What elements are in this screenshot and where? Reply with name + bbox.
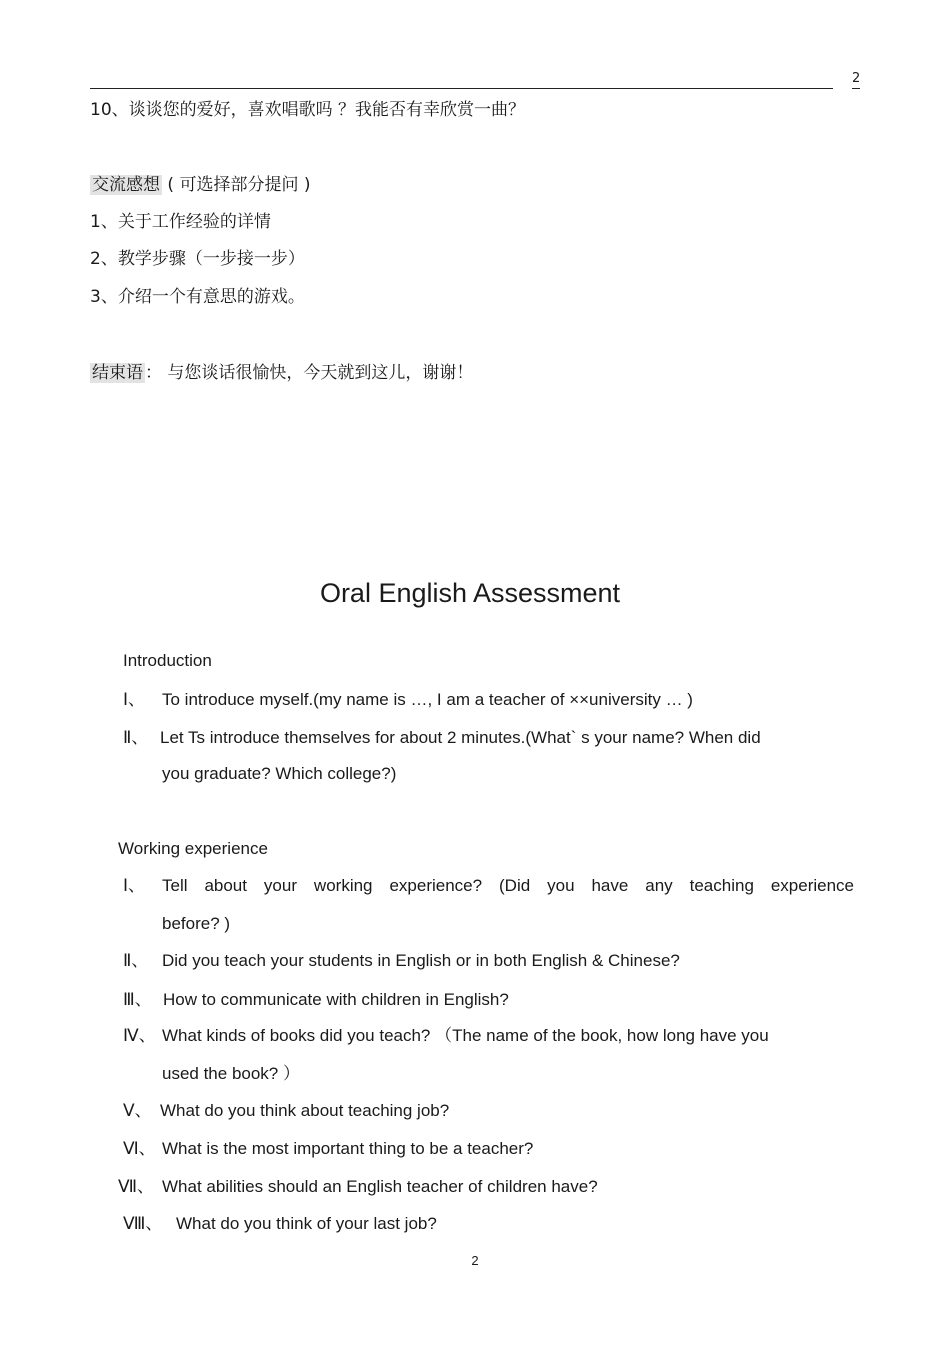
work-item-4-continuation: used the book? ） <box>162 1064 300 1083</box>
intro-item-2-num: Ⅱ、 <box>123 728 149 747</box>
work-item-3-text: How to communicate with children in English? <box>163 990 509 1009</box>
closing-text: ： 与您谈话很愉快，今天就到这儿，谢谢！ <box>145 363 474 383</box>
assessment-title: Oral English Assessment <box>319 578 621 608</box>
work-item-7-text: What abilities should an English teacher of children have? <box>162 1177 598 1196</box>
work-item-8-num: Ⅷ、 <box>123 1214 163 1233</box>
header-page-number-underline <box>852 88 860 89</box>
work-item-2-num: Ⅱ、 <box>123 951 149 970</box>
footer-page-number: 2 <box>471 1253 479 1268</box>
work-item-7-num: Ⅶ、 <box>118 1177 155 1196</box>
introduction-heading: Introduction <box>123 651 212 670</box>
intro-item-1-text: To introduce myself.(my name is …, I am a teacher of ××university … ) <box>162 690 693 709</box>
work-item-5-num: Ⅴ、 <box>123 1101 152 1120</box>
work-item-5-text: What do you think about teaching job? <box>160 1101 450 1120</box>
intro-item-2-continuation: you graduate? Which college?) <box>162 764 397 783</box>
exchange-item-1: 1、关于工作经验的详情 <box>90 212 271 232</box>
work-item-1-continuation: before? ) <box>162 914 231 933</box>
exchange-note: ( 可选择部分提问 ) <box>162 175 311 195</box>
exchange-heading-line <box>90 177 310 194</box>
work-item-4-num: Ⅳ、 <box>123 1026 156 1045</box>
working-experience-heading: Working experience <box>118 839 268 858</box>
question-10: 10、谈谈您的爱好，喜欢唱歌吗 ？我能否有幸欣赏一曲？ <box>90 100 526 120</box>
work-item-6-text: What is the most important thing to be a teacher? <box>162 1139 534 1158</box>
work-item-2-text: Did you teach your students in English or in both English & Chinese? <box>162 951 680 970</box>
closing-line <box>90 365 473 382</box>
work-item-3-num: Ⅲ、 <box>123 990 152 1009</box>
header-page-number: 2 <box>852 71 861 86</box>
work-item-1-text: Tell about your working experience? (Did you have any teaching experience <box>162 876 854 895</box>
work-item-8-text: What do you think of your last job? <box>176 1214 437 1233</box>
work-item-1-num: Ⅰ、 <box>123 876 146 895</box>
exchange-heading: 交流感想 <box>92 175 160 195</box>
exchange-item-3: 3、介绍一个有意思的游戏。 <box>90 287 305 307</box>
closing-label: 结束语 <box>92 363 143 383</box>
work-item-4-text: What kinds of books did you teach? （The name of the book, how long have you <box>162 1026 769 1045</box>
header-rule <box>90 88 833 89</box>
intro-item-1-num: Ⅰ、 <box>123 690 146 709</box>
exchange-item-2: 2、教学步骤（一步接一步） <box>90 249 305 269</box>
intro-item-2-text: Let Ts introduce themselves for about 2 minutes.(What` s your name? When did <box>160 728 761 747</box>
work-item-6-num: Ⅵ、 <box>123 1139 156 1158</box>
